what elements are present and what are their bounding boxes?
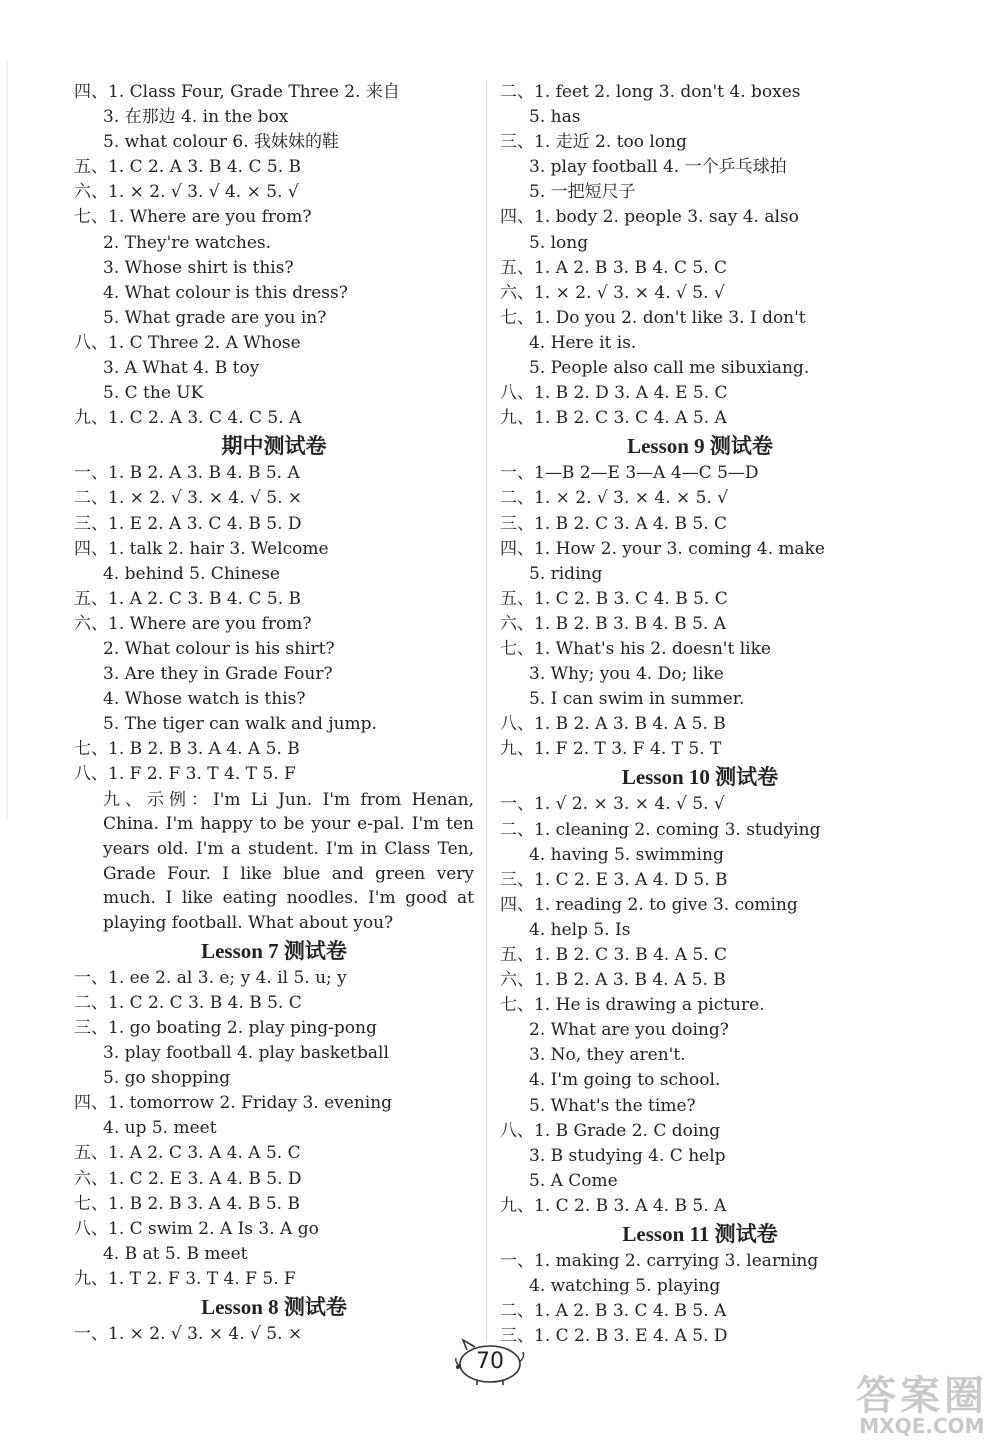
section-heading: Lesson 9 测试卷 bbox=[627, 434, 773, 459]
answer-line: 二、1. cleaning 2. coming 3. studying bbox=[500, 819, 821, 840]
answer-line: 二、1. × 2. √ 3. × 4. √ 5. × bbox=[74, 488, 303, 509]
answer-line: 一、1—B 2—E 3—A 4—C 5—D bbox=[500, 463, 759, 484]
answer-line: 一、1. ee 2. al 3. e; y 4. il 5. u; y bbox=[74, 967, 347, 988]
answer-line: 5. long bbox=[529, 232, 589, 253]
answer-line: 三、1. go boating 2. play ping-pong bbox=[74, 1017, 377, 1038]
answer-line: 八、1. B Grade 2. C doing bbox=[500, 1120, 721, 1141]
answer-line: 3. Why; you 4. Do; like bbox=[529, 664, 724, 685]
answer-line: 5. What's the time? bbox=[529, 1095, 696, 1116]
answer-line: 七、1. B 2. B 3. A 4. A 5. B bbox=[74, 739, 300, 760]
answer-line: 二、1. × 2. √ 3. × 4. × 5. √ bbox=[500, 488, 729, 509]
right-column bbox=[500, 80, 900, 1349]
answer-line: 二、1. feet 2. long 3. don't 4. boxes bbox=[500, 82, 801, 102]
answer-line: 5. riding bbox=[529, 563, 603, 584]
section-heading: Lesson 8 测试卷 bbox=[201, 1294, 347, 1319]
answer-line: 八、1. B 2. A 3. B 4. A 5. B bbox=[500, 714, 726, 735]
answer-line: 七、1. He is drawing a picture. bbox=[500, 995, 765, 1016]
answer-line: 三、1. B 2. C 3. A 4. B 5. C bbox=[500, 513, 728, 534]
answer-line: 3. Are they in Grade Four? bbox=[103, 664, 333, 685]
answer-line: 5. has bbox=[529, 107, 581, 128]
answer-line: 5. what colour 6. 我妹妹的鞋 bbox=[103, 132, 340, 153]
answer-line: 九、1. C 2. A 3. C 4. C 5. A bbox=[74, 408, 302, 429]
answer-line: 四、1. body 2. people 3. say 4. also bbox=[500, 207, 799, 228]
answer-line: 四、1. Class Four, Grade Three 2. 来自 bbox=[74, 82, 400, 102]
answer-line: 七、1. B 2. B 3. A 4. B 5. B bbox=[74, 1193, 300, 1214]
answer-line: 五、1. A 2. C 3. A 4. A 5. C bbox=[74, 1143, 301, 1164]
answer-line: 九、1. C 2. B 3. A 4. B 5. A bbox=[500, 1195, 727, 1216]
page-number: 70 bbox=[476, 1348, 504, 1374]
answer-line: 三、1. E 2. A 3. C 4. B 5. D bbox=[74, 513, 302, 534]
answer-line: 3. play football 4. 一个乒乓球拍 bbox=[529, 157, 787, 178]
answer-line: 四、1. talk 2. hair 3. Welcome bbox=[74, 538, 329, 559]
answer-line: 一、1. B 2. A 3. B 4. B 5. A bbox=[74, 463, 300, 484]
answer-line: 3. play football 4. play basketball bbox=[103, 1043, 389, 1064]
answer-line: 2. They're watches. bbox=[103, 232, 272, 253]
watermark-url: MXQE.COM bbox=[859, 1414, 985, 1438]
section-heading: Lesson 10 测试卷 bbox=[621, 765, 779, 790]
answer-line: 五、1. B 2. C 3. B 4. A 5. C bbox=[500, 945, 728, 965]
answer-line: 九、1. F 2. T 3. F 4. T 5. T bbox=[500, 739, 722, 760]
answer-line: 八、1. C swim 2. A Is 3. A go bbox=[74, 1218, 319, 1239]
answer-line: 六、1. × 2. √ 3. √ 4. × 5. √ bbox=[74, 182, 299, 203]
answer-line: 九、1. T 2. F 3. T 4. F 5. F bbox=[74, 1268, 296, 1289]
answer-line: 八、1. C Three 2. A Whose bbox=[74, 332, 301, 353]
answer-line: 4. up 5. meet bbox=[103, 1118, 217, 1139]
answer-line: 二、1. C 2. C 3. B 4. B 5. C bbox=[74, 992, 302, 1013]
answer-line: 3. Whose shirt is this? bbox=[103, 257, 294, 278]
answer-line: 5. People also call me sibuxiang. bbox=[529, 358, 810, 379]
answer-line: 七、1. What's his 2. doesn't like bbox=[500, 638, 771, 659]
answer-line: 六、1. Where are you from? bbox=[74, 613, 312, 634]
answer-line: 5. go shopping bbox=[103, 1068, 231, 1089]
answer-line: 七、1. Where are you from? bbox=[74, 207, 312, 228]
answer-line: 三、1. C 2. B 3. E 4. A 5. D bbox=[500, 1326, 728, 1347]
answer-line: 六、1. × 2. √ 3. × 4. √ 5. √ bbox=[500, 282, 725, 303]
answer-line: 四、1. reading 2. to give 3. coming bbox=[500, 894, 798, 915]
answer-line: 一、1. making 2. carrying 3. learning bbox=[500, 1251, 819, 1272]
answer-line: 九、1. B 2. C 3. C 4. A 5. A bbox=[500, 408, 727, 429]
watermark-title: 答案圈 bbox=[856, 1373, 988, 1419]
answer-line: 4. B at 5. B meet bbox=[103, 1243, 248, 1264]
answer-line: 4. Whose watch is this? bbox=[103, 689, 306, 710]
answer-line: 5. What grade are you in? bbox=[103, 307, 327, 328]
answer-line: 5. The tiger can walk and jump. bbox=[103, 714, 377, 735]
section-heading: Lesson 7 测试卷 bbox=[201, 938, 347, 963]
answer-line: 五、1. C 2. A 3. B 4. C 5. B bbox=[74, 157, 302, 178]
answer-line: 二、1. A 2. B 3. C 4. B 5. A bbox=[500, 1301, 727, 1322]
column-divider bbox=[486, 80, 487, 1340]
answer-line: 5. 一把短尺子 bbox=[529, 182, 636, 203]
answer-line: 七、1. Do you 2. don't like 3. I don't bbox=[500, 307, 806, 328]
answer-line: 5. C the UK bbox=[103, 383, 204, 404]
answer-line: 4. watching 5. playing bbox=[529, 1276, 721, 1297]
answer-line: 五、1. C 2. B 3. C 4. B 5. C bbox=[500, 588, 728, 609]
answer-line: 六、1. B 2. A 3. B 4. A 5. B bbox=[500, 970, 726, 991]
answer-line: 4. Here it is. bbox=[529, 332, 637, 353]
answer-line: 六、1. B 2. B 3. B 4. B 5. A bbox=[500, 613, 726, 634]
answer-line: 五、1. A 2. B 3. B 4. C 5. C bbox=[500, 257, 728, 278]
answer-line: 4. help 5. Is bbox=[529, 919, 631, 940]
answer-line: 八、1. B 2. D 3. A 4. E 5. C bbox=[500, 383, 728, 404]
answer-line: 4. having 5. swimming bbox=[529, 844, 724, 865]
answer-line: 3. No, they aren't. bbox=[529, 1045, 686, 1066]
answer-line: 一、1. √ 2. × 3. × 4. √ 5. √ bbox=[500, 794, 725, 815]
answer-line: 四、1. tomorrow 2. Friday 3. evening bbox=[74, 1093, 393, 1114]
answer-line: 5. A Come bbox=[529, 1170, 618, 1191]
answer-line: 3. A What 4. B toy bbox=[103, 358, 260, 379]
section-heading: 期中测试卷 bbox=[221, 434, 327, 459]
answer-line: 三、1. C 2. E 3. A 4. D 5. B bbox=[500, 869, 728, 890]
answer-line: 4. I'm going to school. bbox=[529, 1070, 721, 1091]
answer-line: 3. 在那边 4. in the box bbox=[103, 107, 289, 128]
sample-answer-paragraph: 九、示例：I'm Li Jun. I'm from Henan, China. I'm happy to be your e-pal. I'm ten years old. I'm a student. I'm in Class Ten, Grade Four. I like blue and green very much. I like eating noodles. I'm good at playing football. What about you? bbox=[103, 789, 474, 934]
answer-line: 3. B studying 4. C help bbox=[529, 1145, 726, 1166]
watermark bbox=[856, 1373, 988, 1438]
answer-line: 八、1. F 2. F 3. T 4. T 5. F bbox=[74, 764, 296, 785]
answer-line: 一、1. × 2. √ 3. × 4. √ 5. × bbox=[74, 1323, 303, 1344]
answer-line: 4. behind 5. Chinese bbox=[103, 563, 280, 584]
answer-line: 4. What colour is this dress? bbox=[103, 282, 348, 303]
section-heading: Lesson 11 测试卷 bbox=[622, 1222, 778, 1247]
page-edge-shadow bbox=[6, 60, 8, 820]
left-column bbox=[74, 80, 474, 1347]
page-number-badge bbox=[453, 1336, 527, 1386]
answer-line: 六、1. C 2. E 3. A 4. B 5. D bbox=[74, 1168, 302, 1189]
answer-line: 五、1. A 2. C 3. B 4. C 5. B bbox=[74, 588, 302, 609]
answer-line: 三、1. 走近 2. too long bbox=[500, 132, 687, 153]
answer-line: 2. What are you doing? bbox=[529, 1020, 729, 1041]
answer-line: 2. What colour is his shirt? bbox=[103, 638, 335, 659]
answer-line: 5. I can swim in summer. bbox=[529, 689, 745, 710]
answer-line: 四、1. How 2. your 3. coming 4. make bbox=[500, 538, 825, 559]
